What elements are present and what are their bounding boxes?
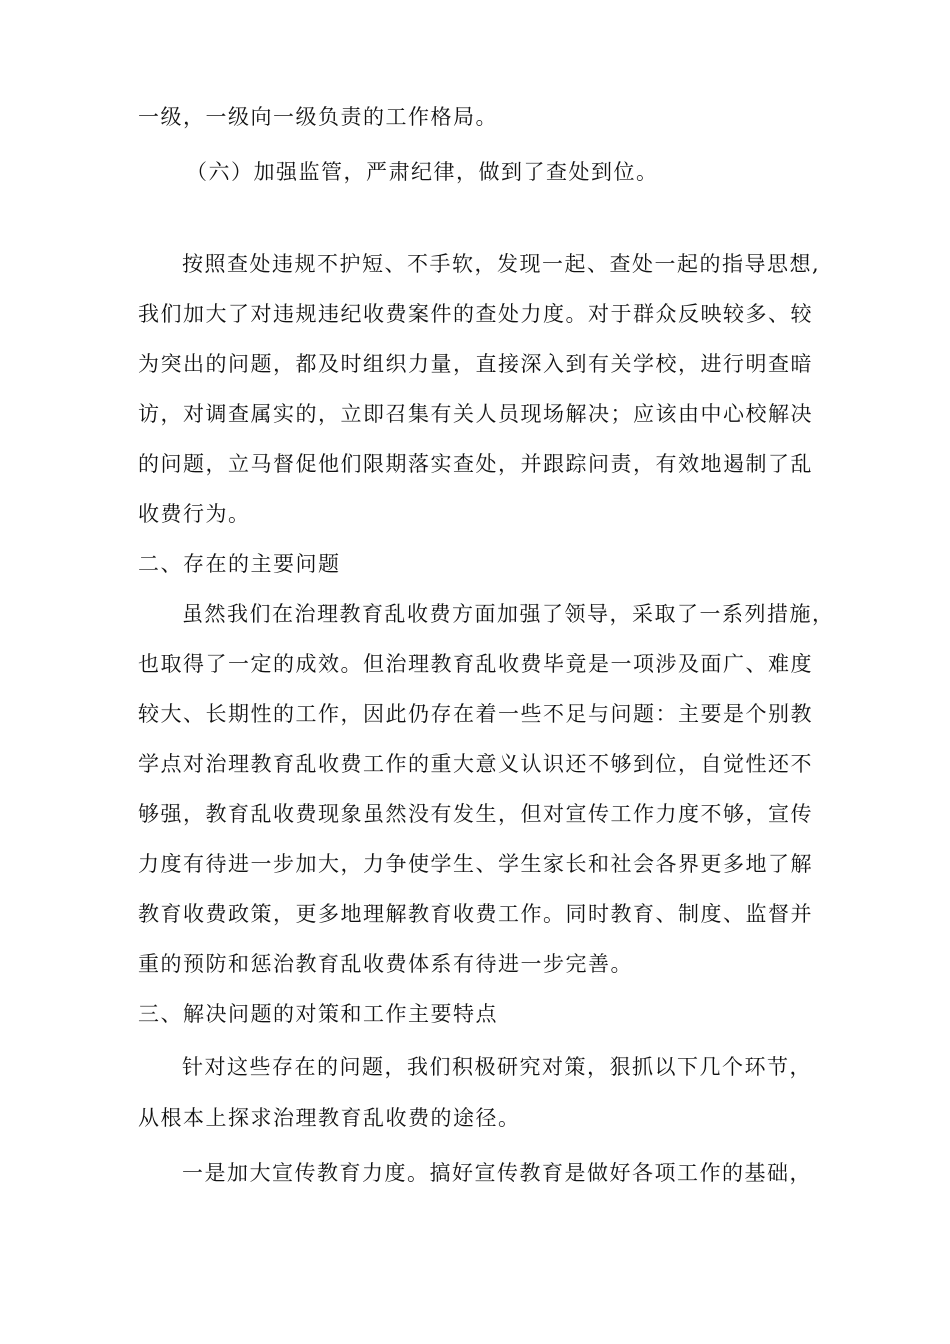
paragraph-line: 力度有待进一步加大，力争使学生、学生家长和社会各界更多地了解 [138, 852, 813, 876]
paragraph-line: 学点对治理教育乱收费工作的重大意义认识还不够到位，自觉性还不 [138, 752, 813, 776]
paragraph-line: 我们加大了对违规违纪收费案件的查处力度。对于群众反映较多、较 [138, 302, 813, 326]
paragraph-line: 从根本上探求治理教育乱收费的途径。 [138, 1106, 521, 1130]
paragraph-line: 收费行为。 [138, 502, 251, 526]
paragraph-line: 重的预防和惩治教育乱收费体系有待进一步完善。 [138, 952, 633, 976]
paragraph-line: 也取得了一定的成效。但治理教育乱收费毕竟是一项涉及面广、难度 [138, 652, 813, 676]
section-heading: 三、解决问题的对策和工作主要特点 [138, 1002, 498, 1026]
paragraph-line: 的问题，立马督促他们限期落实查处，并跟踪问责，有效地遏制了乱 [138, 452, 813, 476]
paragraph-line: 虽然我们在治理教育乱收费方面加强了领导，采取了一系列措施， [182, 602, 835, 626]
paragraph-line: 较大、长期性的工作，因此仍存在着一些不足与问题：主要是个别教 [138, 702, 813, 726]
paragraph-line: 一是加大宣传教育力度。搞好宣传教育是做好各项工作的基础， [182, 1161, 812, 1185]
paragraph-line: 教育收费政策，更多地理解教育收费工作。同时教育、制度、监督并 [138, 902, 813, 926]
paragraph-line: 针对这些存在的问题，我们积极研究对策，狠抓以下几个环节， [182, 1055, 812, 1079]
paragraph-line: 为突出的问题，都及时组织力量，直接深入到有关学校，进行明查暗 [138, 352, 813, 376]
paragraph-line: 访，对调查属实的，立即召集有关人员现场解决；应该由中心校解决 [138, 402, 813, 426]
paragraph-line: 按照查处违规不护短、不手软，发现一起、查处一起的指导思想, [182, 252, 821, 276]
subsection-heading: （六）加强监管，严肃纪律，做到了查处到位。 [186, 160, 659, 184]
section-heading: 二、存在的主要问题 [138, 552, 341, 576]
text-line: 一级，一级向一级负责的工作格局。 [138, 105, 498, 129]
paragraph-line: 够强，教育乱收费现象虽然没有发生，但对宣传工作力度不够，宣传 [138, 802, 813, 826]
